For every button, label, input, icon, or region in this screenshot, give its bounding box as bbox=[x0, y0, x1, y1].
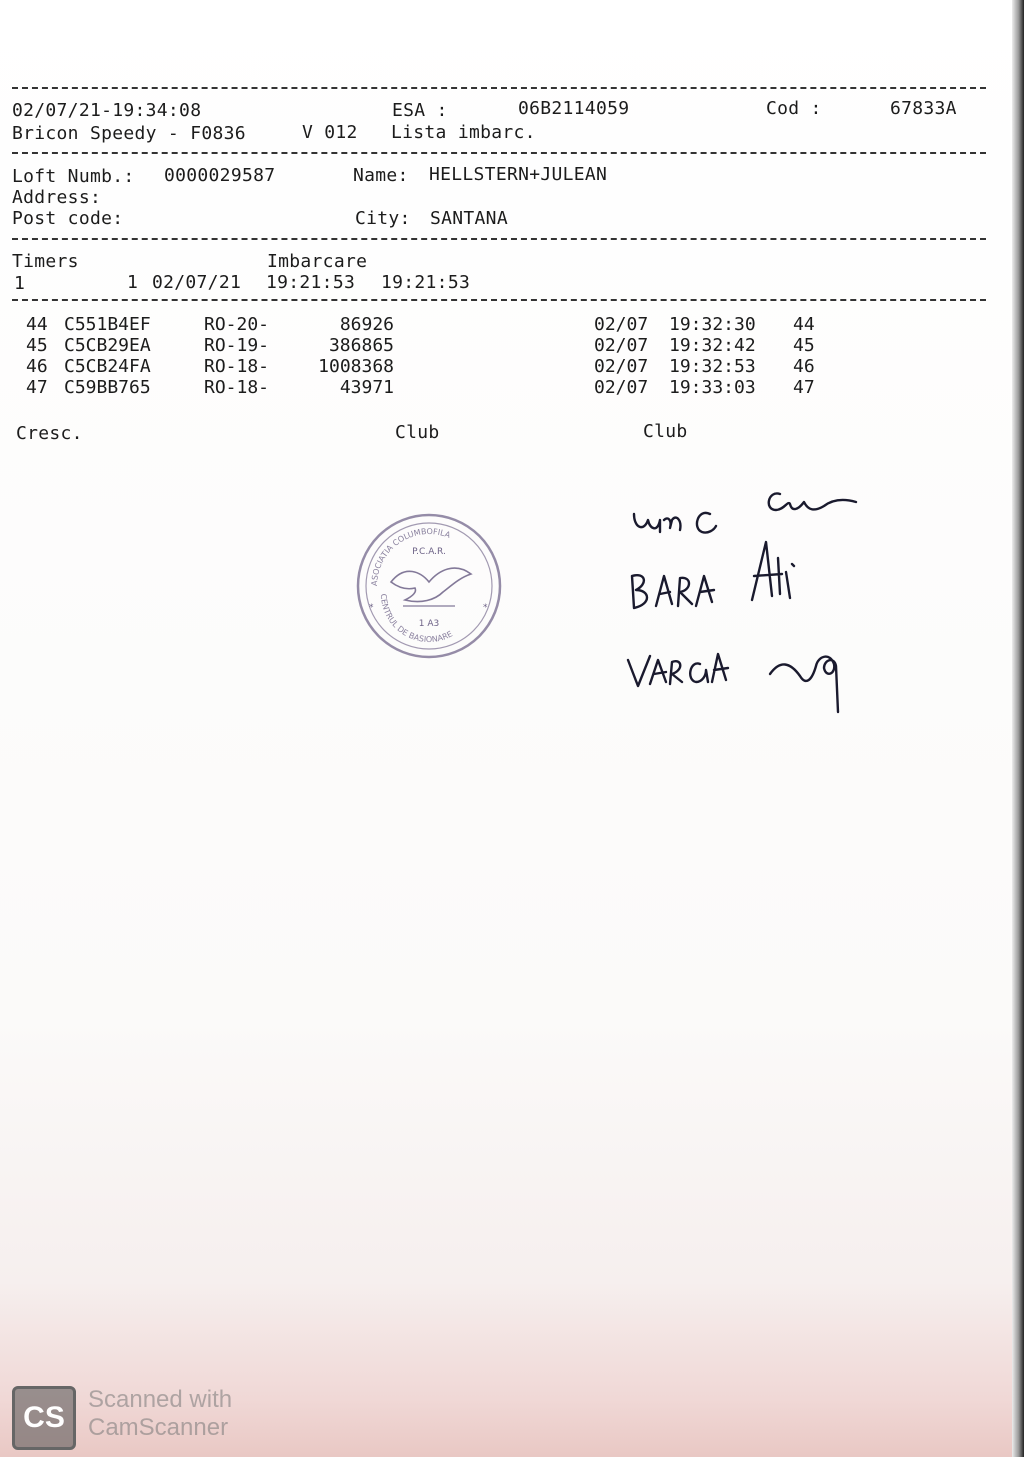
arrival-time: 19:32:42 bbox=[669, 335, 756, 356]
scan-edge bbox=[1012, 0, 1024, 1457]
cod-value: 67833A bbox=[890, 98, 957, 119]
club-stamp bbox=[355, 512, 503, 660]
pigeon-row bbox=[0, 377, 815, 398]
sequence-number: 46 bbox=[793, 356, 815, 377]
name-label: Name: bbox=[353, 165, 409, 186]
arrival-date: 02/07 bbox=[594, 335, 649, 356]
handwritten-signatures bbox=[620, 480, 870, 720]
cresc-label: Cresc. bbox=[16, 423, 83, 444]
arrival-time: 19:33:03 bbox=[669, 377, 756, 398]
pigeon-number: 44 bbox=[26, 314, 48, 335]
city-label: City: bbox=[355, 208, 411, 229]
cod-label: Cod : bbox=[766, 98, 822, 119]
handwritten-name-2 bbox=[632, 575, 714, 608]
timer-date: 02/07/21 bbox=[152, 272, 242, 293]
ring-number: 386865 bbox=[328, 335, 394, 356]
print-datetime: 02/07/21-19:34:08 bbox=[12, 100, 202, 121]
pigeon-row bbox=[0, 335, 815, 356]
stamp-code: 1 A3 bbox=[418, 619, 440, 629]
camscanner-watermark-line-2: CamScanner bbox=[88, 1414, 229, 1441]
ring-number: 86926 bbox=[339, 314, 394, 335]
camscanner-watermark-line-1: Scanned with bbox=[88, 1386, 233, 1413]
club-label: Club bbox=[395, 422, 440, 443]
signature-2 bbox=[752, 542, 794, 600]
club-label: Club bbox=[643, 421, 688, 442]
chip-id: C551B4EF bbox=[64, 314, 151, 335]
ring-number: 1008368 bbox=[318, 356, 394, 377]
dashed-rule bbox=[12, 152, 986, 154]
camscanner-logo: CS bbox=[12, 1386, 76, 1450]
pigeon-number: 47 bbox=[26, 377, 48, 398]
arrival-time: 19:32:30 bbox=[669, 314, 756, 335]
esa-value: 06B2114059 bbox=[518, 98, 630, 119]
stamp-org: P.C.A.R. bbox=[412, 547, 446, 557]
ring-prefix: RO-18- bbox=[204, 377, 270, 398]
timer-count: 1 bbox=[127, 272, 139, 293]
pigeon-number: 46 bbox=[26, 356, 48, 377]
sequence-number: 45 bbox=[793, 335, 815, 356]
arrival-date: 02/07 bbox=[594, 377, 649, 398]
timer-time-2: 19:21:53 bbox=[381, 272, 471, 293]
postcode-label: Post code: bbox=[12, 208, 124, 229]
signature-1 bbox=[769, 493, 856, 510]
ring-prefix: RO-18- bbox=[204, 356, 270, 377]
arrival-time: 19:32:53 bbox=[669, 356, 756, 377]
chip-id: C5CB29EA bbox=[64, 335, 151, 356]
svg-text:*: * bbox=[369, 603, 374, 613]
timers-label: Timers bbox=[12, 251, 79, 272]
sequence-number: 44 bbox=[793, 314, 815, 335]
imbarcare-label: Imbarcare bbox=[267, 251, 368, 272]
pigeon-row bbox=[0, 314, 815, 335]
device-name: Bricon Speedy - F0836 bbox=[12, 123, 246, 144]
sequence-number: 47 bbox=[793, 377, 815, 398]
city-value: SANTANA bbox=[430, 208, 508, 229]
pigeon-row bbox=[0, 356, 815, 377]
dashed-rule bbox=[12, 299, 986, 301]
pigeon-emblem-icon bbox=[391, 568, 471, 602]
arrival-date: 02/07 bbox=[594, 314, 649, 335]
list-title: Lista imbarc. bbox=[391, 122, 536, 143]
name-value: HELLSTERN+JULEAN bbox=[429, 164, 608, 185]
svg-text:*: * bbox=[483, 603, 488, 613]
device-version: V 012 bbox=[302, 122, 358, 143]
handwritten-name-3 bbox=[628, 654, 728, 686]
ring-prefix: RO-20- bbox=[204, 314, 270, 335]
dashed-rule bbox=[12, 87, 986, 89]
ring-prefix: RO-19- bbox=[204, 335, 270, 356]
loft-label: Loft Numb.: bbox=[12, 166, 135, 187]
handwritten-name-1 bbox=[634, 513, 716, 533]
chip-id: C59BB765 bbox=[64, 377, 151, 398]
esa-label: ESA : bbox=[392, 100, 448, 121]
stamp-top-text: ASOCIATIA COLUMBOFILA bbox=[369, 526, 452, 587]
ring-number: 43971 bbox=[339, 377, 394, 398]
timer-time-1: 19:21:53 bbox=[266, 272, 356, 293]
timer-index: 1 bbox=[14, 273, 26, 294]
chip-id: C5CB24FA bbox=[64, 356, 151, 377]
signature-3 bbox=[770, 657, 838, 712]
arrival-date: 02/07 bbox=[594, 356, 649, 377]
address-label: Address: bbox=[12, 187, 102, 208]
pigeon-number: 45 bbox=[26, 335, 48, 356]
stamp-bottom-text: CENTRUL DE BASIONARE bbox=[378, 593, 455, 645]
loft-value: 0000029587 bbox=[164, 165, 276, 186]
dashed-rule bbox=[12, 238, 986, 240]
